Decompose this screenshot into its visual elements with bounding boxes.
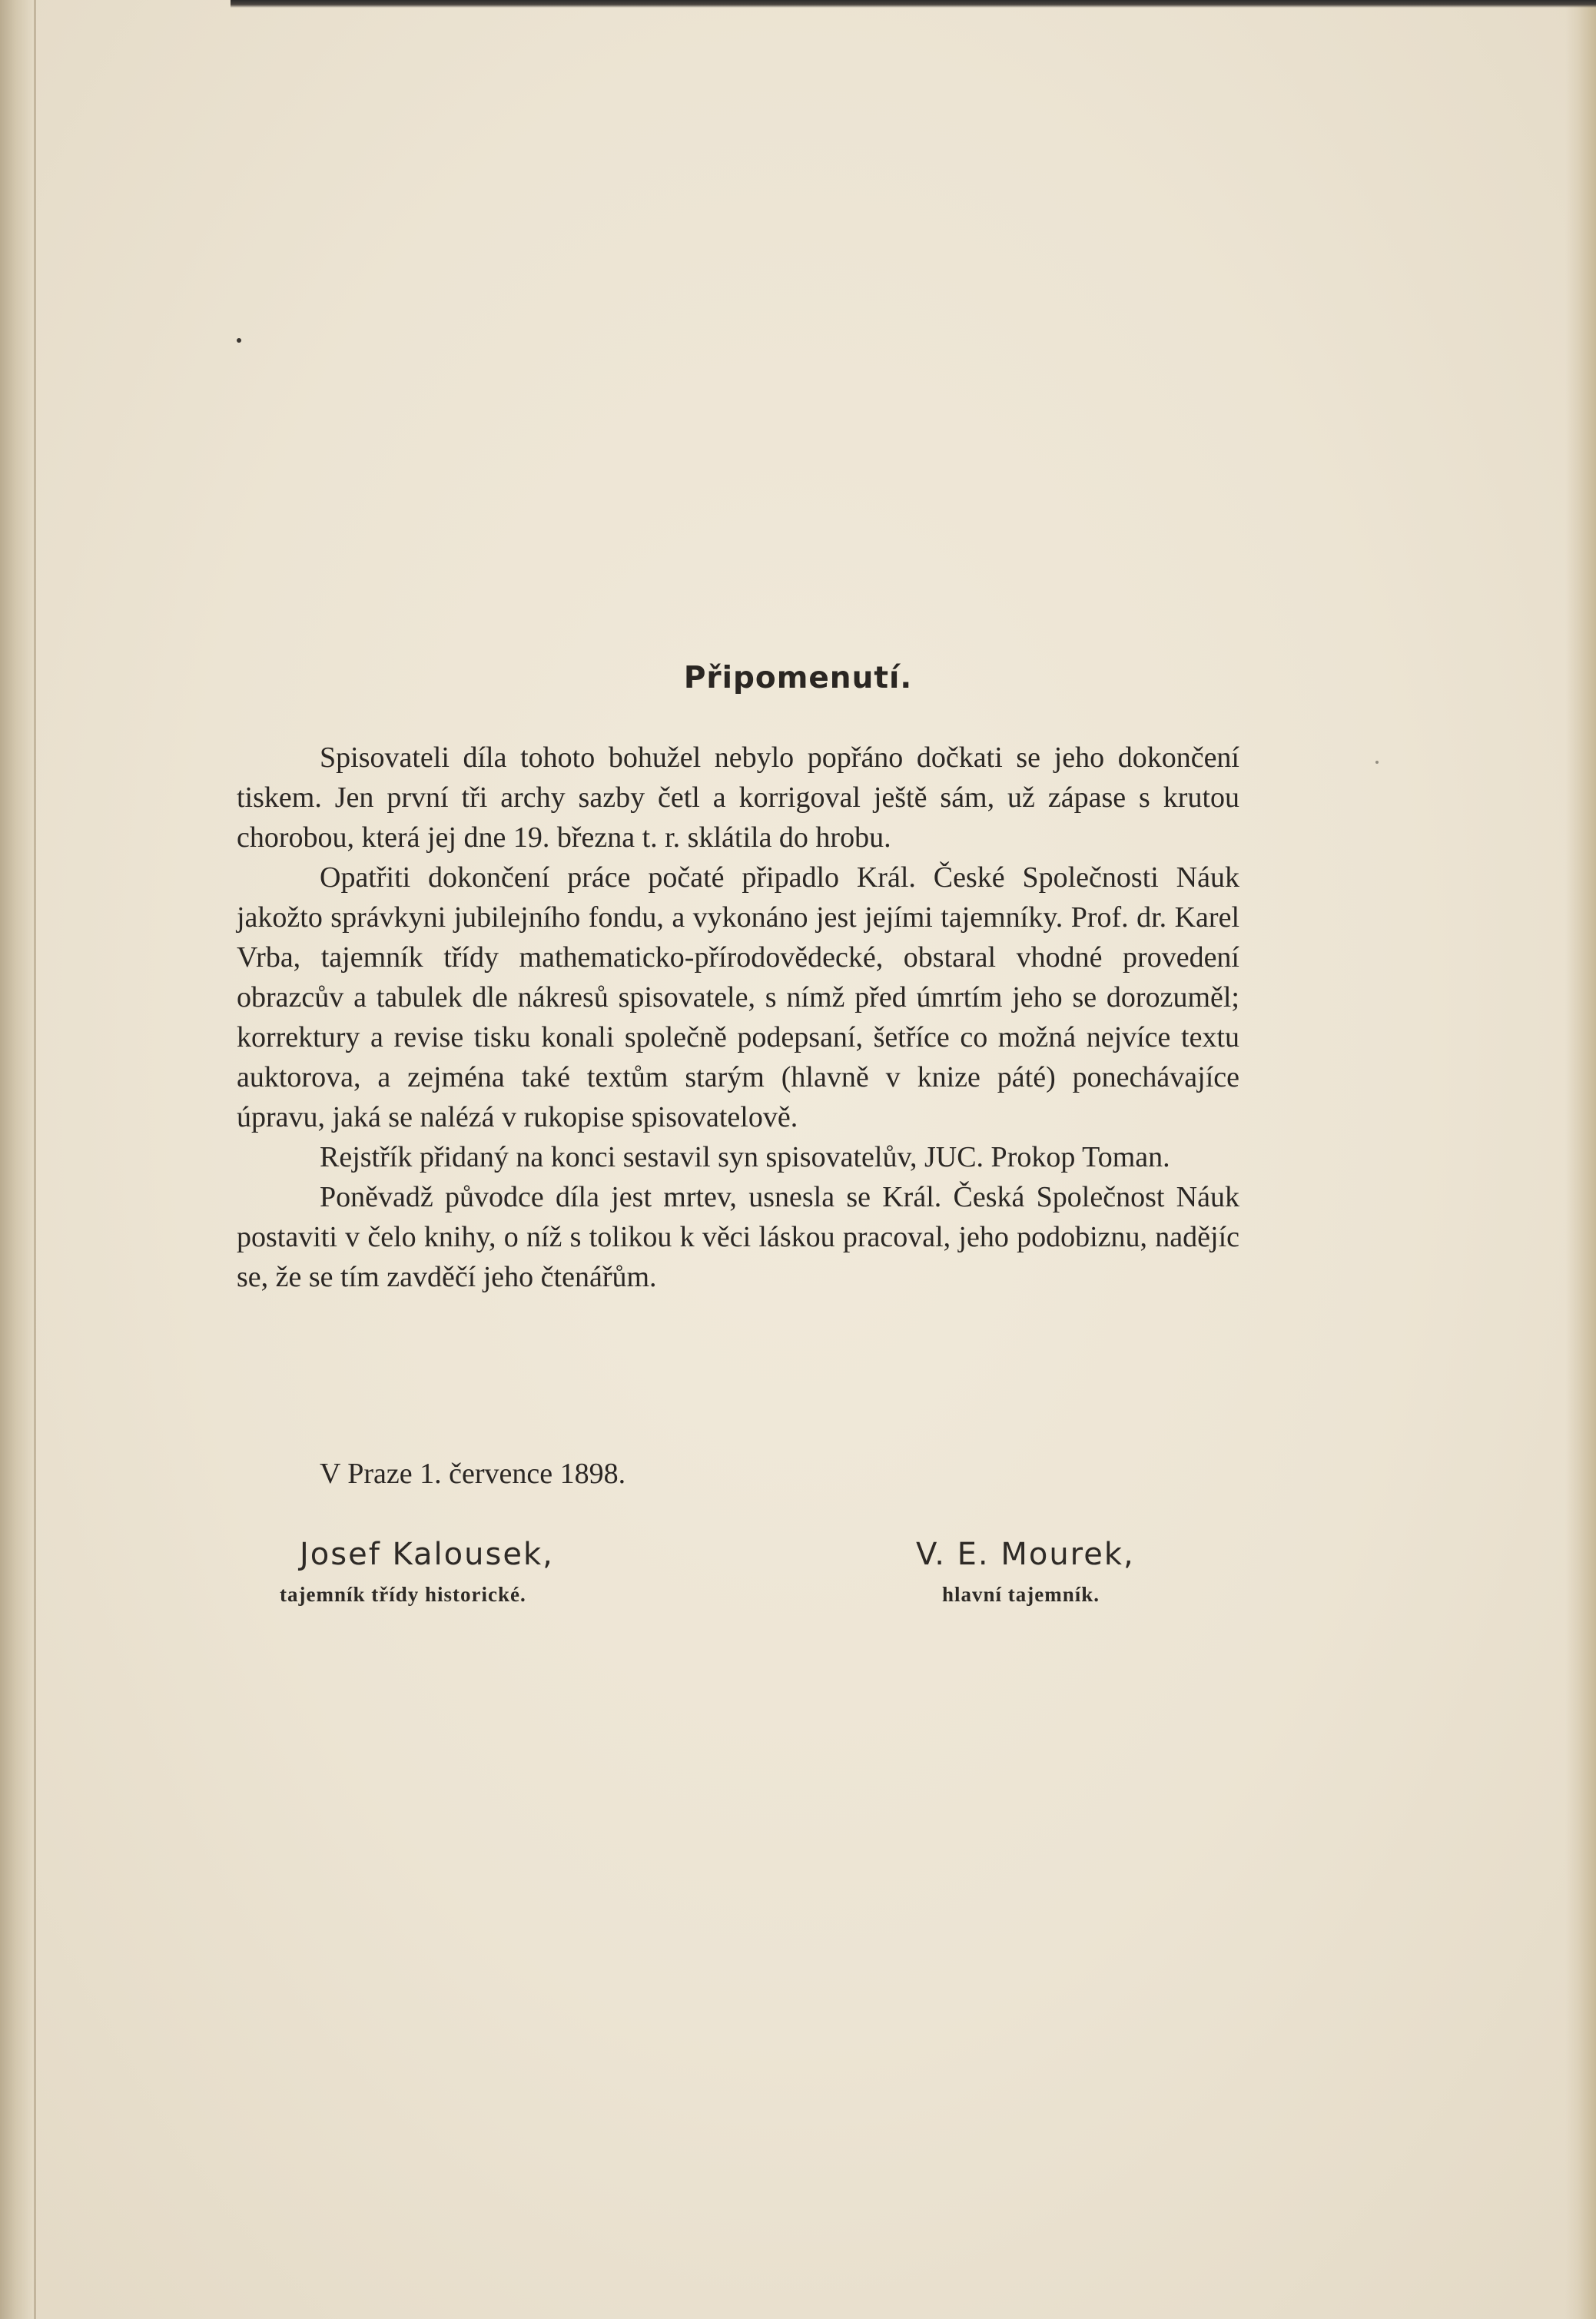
- date-line: V Praze 1. července 1898.: [320, 1458, 626, 1490]
- page-title: Připomenutí.: [683, 661, 913, 695]
- signature-role: hlavní tajemník.: [942, 1583, 1100, 1606]
- signature-name: V. E. Mourek,: [916, 1537, 1135, 1572]
- print-speck: [1375, 761, 1379, 764]
- paragraph: Poněvadž původce díla jest mrtev, usnesla se Král. Česká Společnost Náuk postaviti v čelo knihy, o níž s tolikou k věci láskou pracoval, jeho podobiznu, nadějíc se, že se tím zavděčí jeho čtenářům.: [237, 1181, 1239, 1293]
- top-scan-edge: [231, 0, 1596, 8]
- paragraph: Rejstřík přidaný na konci sestavil syn spisovatelův, JUC. Prokop Toman.: [320, 1141, 1170, 1173]
- paragraph: Spisovateli díla tohoto bohužel nebylo popřáno dočkati se jeho dokončení tiskem. Jen první tři archy sazby četl a korrigoval ještě sám, už zápase s krutou chorobou, která jej dne 19. března t. r. sklátila do hrobu.: [237, 741, 1239, 854]
- signature-role: tajemník třídy historické.: [280, 1583, 526, 1606]
- book-spine-shadow: [0, 0, 35, 2319]
- body-text: [237, 738, 1239, 1297]
- signature-name: Josef Kalousek,: [300, 1537, 554, 1572]
- page-edge: [1565, 0, 1596, 2319]
- paragraph: Opatřiti dokončení práce počaté připadlo Král. České Společnosti Náuk jakožto správkyni jubilejního fondu, a vykonáno jest jejími tajemníky. Prof. dr. Karel Vrba, tajemník třídy mathematicko-přírodovědecké, obstaral vhodné provedení obrazcův a tabulek dle nákresů spisovatele, s nímž před úmrtím jeho se dorozuměl; korrektury a revise tisku konali společně podepsaní, šetříce co možná nejvíce textu auktorova, a zejména také textům starým (hlavně v knize páté) ponechávajíce úpravu, jaká se nalézá v rukopise spisovatelově.: [237, 861, 1239, 1133]
- gutter-line: [34, 0, 36, 2319]
- print-speck: [237, 338, 241, 343]
